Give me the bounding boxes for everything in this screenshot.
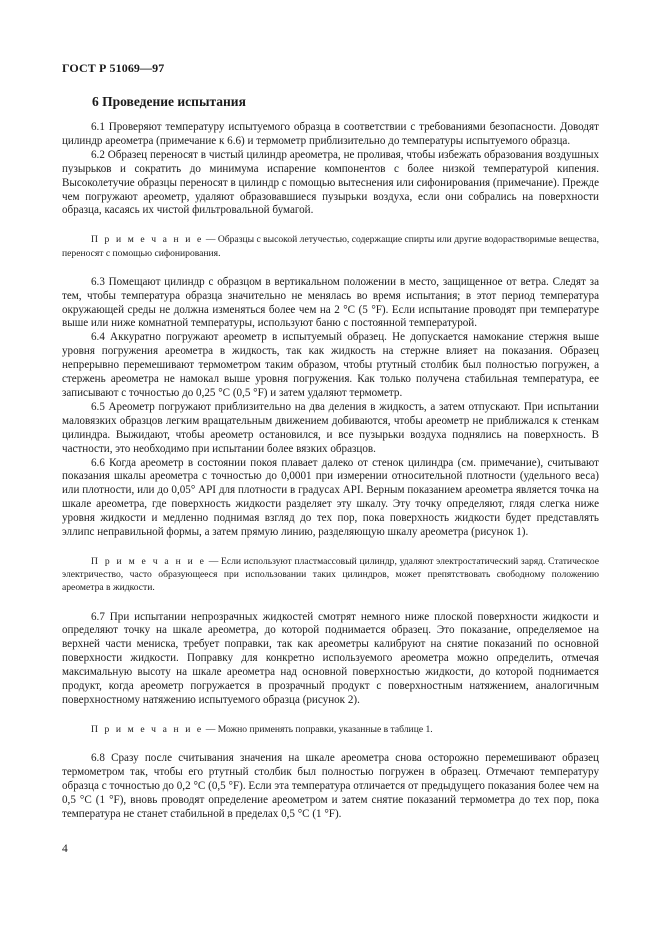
paragraph-6-7: 6.7 При испытании непрозрачных жидкостей смотрят немного ниже плоской поверхности жидкости и определяют точку на шкале ареометра, до которой поднимается образец. Это показание, определяемое на верхней части мениска, требует поправки, так как ареометры калибруют на снятие показаний по основной поверхности жидкости. Поправку для конкретно используемого ареометра можно определить, отмечая максимальную высоту на шкале ареометра над основной поверхностью жидкости, до которой поднимается продукт, когда ареометр погружается в прозрачный продукт с поверхностным натяжением, аналогичным поверхностному натяжению испытуемого образца (рисунок 2). bbox=[62, 610, 599, 707]
page-number: 4 bbox=[62, 843, 68, 855]
paragraph-6-3: 6.3 Помещают цилиндр с образцом в вертикальном положении в место, защищенное от ветра. Следят за тем, чтобы температура образца значительно не менялась во время испытания; в этот период температура окружающей среды не должна изменяться более чем на 2 °С (5 °F). Если испытание проводят при температуре выше или ниже комнатной температуры, используют баню с постоянной температурой. bbox=[62, 275, 599, 330]
section-title: 6 Проведение испытания bbox=[92, 94, 246, 109]
paragraph-6-1: 6.1 Проверяют температуру испытуемого образца в соответствии с требованиями безопасности. Доводят цилиндр ареометра (примечание к 6.6) и термометр приблизительно до температуры испытуемого образца. bbox=[62, 121, 599, 147]
document-code: ГОСТ Р 51069—97 bbox=[62, 61, 165, 75]
paragraph-6-2: 6.2 Образец переносят в чистый цилиндр ареометра, не проливая, чтобы избежать образования воздушных пузырьков и сократить до минимума испарение компонентов с более низкой температурой кипения. Высоколетучие образцы переносят в цилиндр с помощью вытеснения или сифонирования (примечание). Прежде чем погружают ареометр, удаляют образовавшиеся пузырьки воздуха, если они собрались на поверхности образца, касаясь их чистой фильтровальной бумагой. bbox=[62, 148, 599, 217]
note-text: — Можно применять поправки, указанные в таблице 1. bbox=[203, 723, 433, 735]
note-2 bbox=[62, 555, 599, 595]
note-label: П р и м е ч а н и е bbox=[91, 723, 204, 735]
section-body bbox=[62, 121, 599, 822]
paragraph-6-5: 6.5 Ареометр погружают приблизительно на два деления в жидкость, а затем отпускают. При испытании маловязких образцов легким вращательным движением добиваются, чтобы ареометр не приближался к стенкам цилиндра. Выжидают, чтобы ареометр остановился, и все пузырьки воздуха поднялись на поверхность. В частности, это необходимо при испытании более вязких образцов. bbox=[62, 400, 599, 455]
paragraph-6-8: 6.8 Сразу после считывания значения на шкале ареометра снова осторожно перемешивают образец термометром так, чтобы его ртутный столбик был полностью погружен в образец. Отмечают температуру образца с точностью до 0,2 °С (0,5 °F). Если эта температура отличается от предыдущего показания более чем на 0,5 °С (1 °F), вновь проводят определение ареометром и затем снятие показаний термометра до тех пор, пока температура не станет стабильной в пределах 0,5 °С (1 °F). bbox=[62, 752, 599, 820]
note-text: — Если используют пластмассовый цилиндр, удаляют электростатический заряд. Статическое электричество, часто образующееся при использовании таких цилиндров, может препятствовать свободному положению ареометра в жидкости. bbox=[62, 555, 599, 594]
paragraph-6-4: 6.4 Аккуратно погружают ареометр в испытуемый образец. Не допускается намокание стержня выше уровня погружения ареометра в жидкость, так как жидкость на стержне влияет на показания. Образец непрерывно перемешивают термометром таким образом, чтобы ртутный столбик был полностью погружен, а стержень ареометра не намокал выше уровня погружения. Как только получена стабильная температура, ее записывают с точностью до 0,25 °С (0,5 °F) и затем удаляют термометр. bbox=[62, 331, 599, 399]
note-label: П р и м е ч а н и е bbox=[91, 555, 207, 567]
note-text: — Образцы с высокой летучестью, содержащие спирты или другие водорастворимые вещества, переносят с помощью сифонирования. bbox=[62, 234, 599, 259]
note-1 bbox=[62, 233, 599, 259]
note-label: П р и м е ч а н и е bbox=[91, 234, 204, 246]
note-3 bbox=[62, 723, 599, 736]
paragraph-6-6: 6.6 Когда ареометр в состоянии покоя плавает далеко от стенок цилиндра (см. примечание), считывают показания шкалы ареометра с точностью до 0,0001 при измерении относительной плотности (удельного веса) или плотности, или до 0,05° API для плотности в градусах API. Верным показанием ареометра является точка на шкале ареометра, где поверхность жидкости разделяет эту шкалу. Эту точку определяют, глядя слегка ниже уровня жидкости и медленно поднимая взгляд до тех пор, пока поверхность жидкости будет представлять эллипс неправильной формы, а затем прямую линию, разделяющую шкалу ареометра (рисунок 1). bbox=[62, 456, 599, 539]
